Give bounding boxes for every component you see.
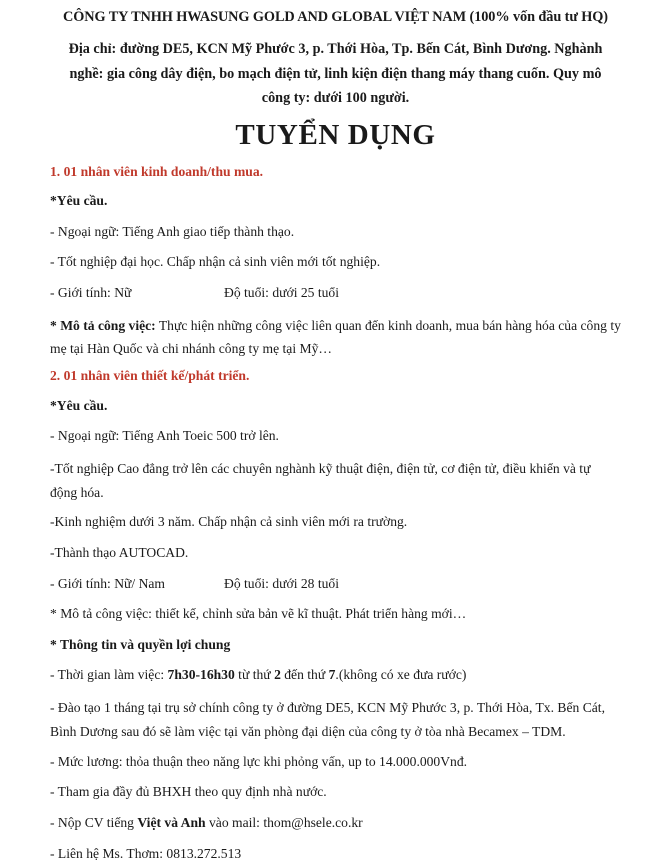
common-insurance: - Tham gia đầy đủ BHXH theo quy định nhà nước. [50, 784, 327, 800]
section-1-job-description-label: * Mô tả công việc: [50, 317, 156, 333]
section-2-req-gender: - Giới tính: Nữ/ Nam [50, 575, 165, 591]
address-line-2: nghề: gia công dây điện, bo mạch điện tử, linh kiện điện thang máy thang cuốn. Quy mô [69, 65, 602, 82]
section-2-req-experience: -Kinh nghiệm dưới 3 năm. Chấp nhận cả sinh viên mới ra trường. [50, 514, 408, 530]
company-title: CÔNG TY TNHH HWASUNG GOLD AND GLOBAL VIỆT NAM (100% vốn đầu tư HQ) [63, 9, 608, 25]
section-1-gender-age-row [50, 283, 621, 304]
common-work-time [50, 665, 621, 686]
common-training: - Đào tạo 1 tháng tại trụ sở chính công ty ở đường DE5, KCN Mỹ Phước 3, p. Thới Hòa, Tx. Bến Cát, Bình Dương sau đó sẽ làm việc tại văn phòng đại diện của công ty ở tòa nhà Becamex – TDM. [50, 700, 605, 739]
section-2-heading: 2. 01 nhân viên thiết kế/phát triển. [50, 368, 250, 384]
work-time-suffix: .(không có xe đưa rước) [335, 667, 467, 683]
work-time-day-from: 2 [274, 667, 281, 683]
cv-languages: Việt và Anh [137, 815, 206, 830]
work-time-mid: từ thứ [234, 667, 275, 683]
work-time-day-to: 7 [328, 667, 336, 683]
cv-email: vào mail: thom@hsele.co.kr [205, 815, 363, 830]
address-line-1: Địa chỉ: đường DE5, KCN Mỹ Phước 3, p. Thới Hòa, Tp. Bến Cát, Bình Dương. Nghành [68, 41, 603, 58]
section-1-job-description-text: Thực hiện những công việc liên quan đến kinh doanh, mua bán hàng hóa của công ty mẹ tại Hàn Quốc và chi nhánh công ty mẹ tại Mỹ… [50, 317, 621, 357]
section-2-req-language: - Ngoại ngữ: Tiếng Anh Toeic 500 trở lên. [50, 428, 279, 444]
cv-prefix: - Nộp CV tiếng [50, 815, 138, 830]
section-1-heading: 1. 01 nhân viên kinh doanh/thu mua. [50, 163, 264, 179]
common-cv-submission [50, 813, 621, 834]
section-2-req-software: -Thành thạo AUTOCAD. [50, 545, 189, 561]
section-2-req-education: -Tốt nghiệp Cao đẳng trở lên các chuyên nghành kỹ thuật điện, điện tử, cơ điện tử, điều khiển và tự động hóa. [50, 460, 591, 500]
section-1-req-education: - Tốt nghiệp đại học. Chấp nhận cả sinh viên mới tốt nghiệp. [50, 254, 381, 270]
common-contact: - Liên hệ Ms. Thơm: 0813.272.513 [50, 845, 242, 861]
section-2-requirements-label: *Yêu cầu. [50, 397, 108, 413]
section-2-req-age: Độ tuổi: dưới 28 tuổi [224, 575, 340, 591]
work-time-prefix: - Thời gian làm việc: [50, 667, 168, 683]
section-2-gender-age-row [50, 574, 621, 595]
company-address-block [50, 37, 621, 110]
work-time-mid-2: đến thứ [280, 667, 329, 683]
section-1-requirements-label: *Yêu cầu. [50, 193, 108, 209]
work-time-hours: 7h30-16h30 [167, 667, 235, 683]
common-info-heading: * Thông tin và quyền lợi chung [50, 637, 231, 653]
section-1-job-description [50, 314, 621, 361]
document-title: TUYỂN DỤNG [235, 118, 436, 151]
address-line-3: công ty: dưới 100 người. [261, 90, 410, 107]
section-1-req-age: Độ tuổi: dưới 25 tuổi [224, 285, 340, 301]
section-1-req-gender: - Giới tính: Nữ [50, 285, 132, 301]
common-salary: - Mức lương: thỏa thuận theo năng lực khi phỏng vấn, up to 14.000.000Vnđ. [50, 753, 468, 769]
section-2-job-description: * Mô tả công việc: thiết kế, chỉnh sửa bản vẽ kĩ thuật. Phát triển hàng mới… [50, 606, 467, 622]
section-1-req-language: - Ngoại ngữ: Tiếng Anh giao tiếp thành thạo. [50, 223, 295, 239]
